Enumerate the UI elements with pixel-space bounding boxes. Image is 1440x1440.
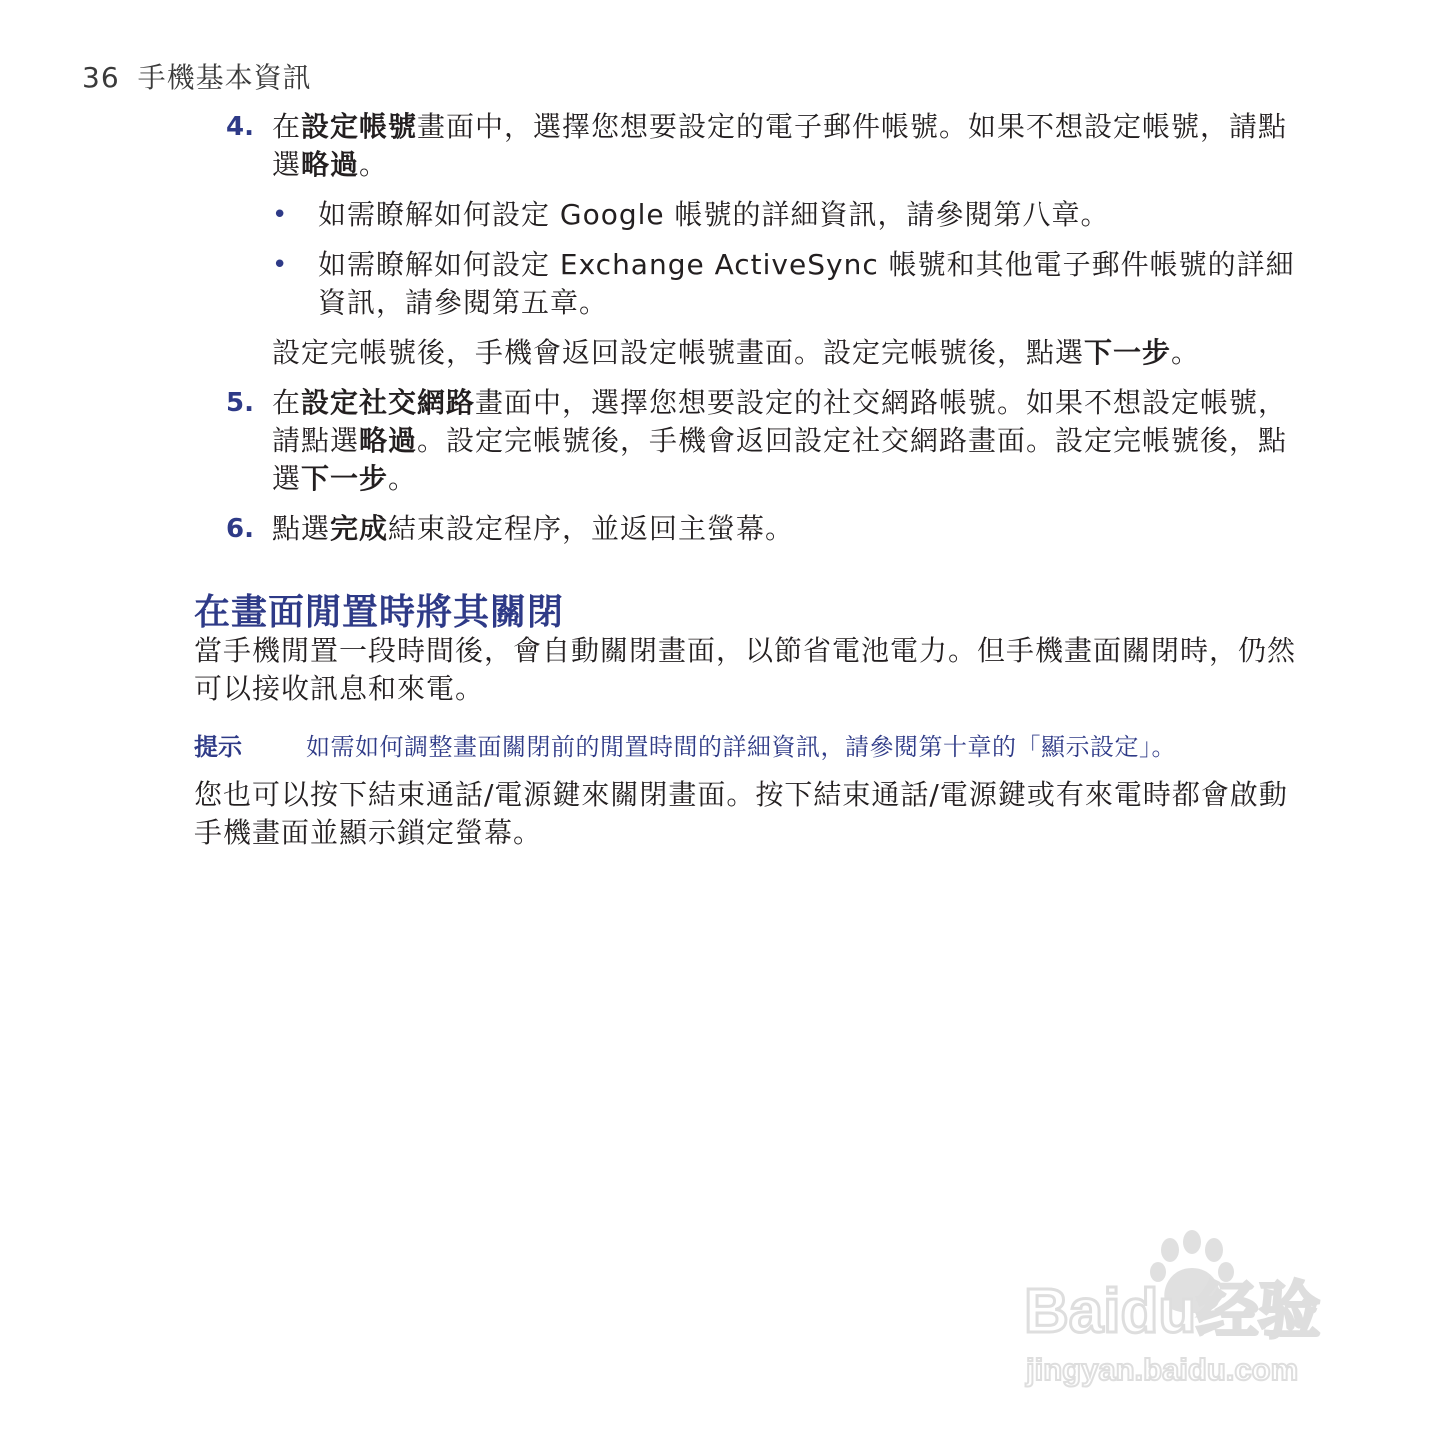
step-5-text-d: 。 [388, 462, 418, 495]
bullet-text: 如需瞭解如何設定 Exchange ActiveSync 帳號和其他電子郵件帳號的詳細資訊，請參閱第五章。 [318, 248, 1295, 319]
after-setup-text-a: 設定完帳號後，手機會返回設定帳號畫面。設定完帳號後，點選 [272, 336, 1085, 369]
next-step-label: 下一步 [1084, 336, 1172, 369]
next-step-label: 下一步 [301, 462, 389, 495]
step-number: 6. [226, 514, 254, 544]
watermark-url: jingyan.baidu.com [1026, 1352, 1299, 1387]
watermark-brand: Baidu经验 [1024, 1277, 1321, 1346]
step-4-text [272, 108, 1306, 184]
bullet-text: 如需瞭解如何設定 Google 帳號的詳細資訊，請參閱第八章。 [318, 198, 1110, 231]
after-setup-text-b: 。 [1171, 336, 1201, 369]
section-title: 在畫面閒置時將其關閉 [194, 592, 565, 633]
skip-label: 略過 [301, 148, 360, 181]
setup-account-label: 設定帳號 [301, 110, 418, 143]
step-5-text-c: 。設定完帳號後，手機會返回設定社交網路畫面。設定完帳號後，點選 [272, 424, 1288, 495]
step-4-text-b: 畫面中，選擇您想要設定的電子郵件帳號。如果不想設定帳號，請點選 [272, 110, 1288, 181]
setup-social-label: 設定社交網路 [301, 386, 476, 419]
bullet-icon: • [272, 200, 288, 230]
section-paragraph-2: 您也可以按下結束通話/電源鍵來關閉畫面。按下結束通話/電源鍵或有來電時都會啟動手機畫面並顯示鎖定螢幕。 [194, 778, 1288, 849]
step-5-text [272, 384, 1306, 498]
step-number: 5. [226, 388, 254, 418]
step-number: 4. [226, 112, 254, 142]
tip-label: 提示 [194, 733, 242, 761]
skip-label: 略過 [359, 424, 418, 457]
step-6-text-a: 點選 [272, 512, 331, 545]
step-6-text-b: 結束設定程序，並返回主螢幕。 [388, 512, 795, 545]
tip-text: 如需如何調整畫面關閉前的閒置時間的詳細資訊，請參閱第十章的「顯示設定」。 [306, 733, 1176, 761]
section-paragraph-1: 當手機閒置一段時間後，會自動關閉畫面，以節省電池電力。但手機畫面關閉時，仍然可以接收訊息和來電。 [194, 634, 1297, 705]
bullet-icon: • [272, 250, 288, 280]
step-6-text [272, 510, 1306, 548]
chapter-title: 手機基本資訊 [137, 61, 312, 94]
after-setup-paragraph [272, 334, 1306, 372]
finish-label: 完成 [330, 512, 389, 545]
step-5-text-a: 在 [272, 386, 302, 419]
step-4-text-c: 。 [359, 148, 389, 181]
page-number: 36 [82, 61, 120, 94]
step-5-text-b: 畫面中，選擇您想要設定的社交網路帳號。如果不想設定帳號，請點選 [272, 386, 1288, 457]
page-header [82, 56, 312, 96]
baidu-watermark-logo [1020, 1220, 1360, 1390]
step-4-text-a: 在 [272, 110, 302, 143]
